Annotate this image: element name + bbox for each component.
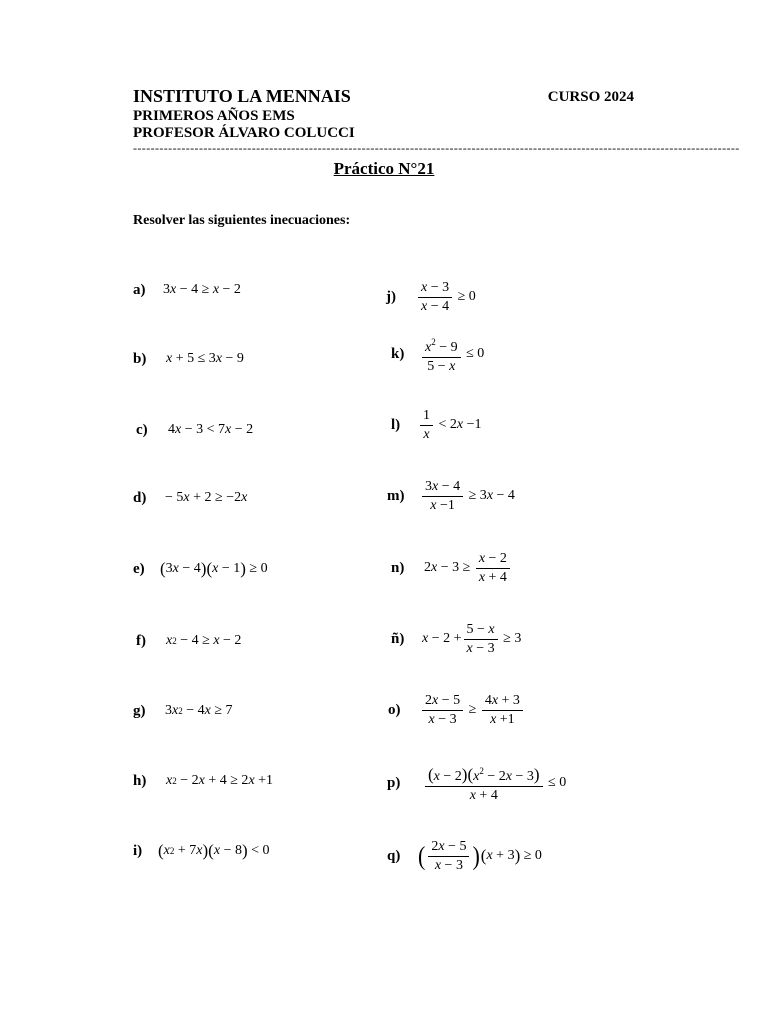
exercise-label: e) — [133, 560, 145, 577]
inequality-i: ( x 2 + 7 x )( x − 8 ) < 0 — [158, 841, 270, 860]
exercise-e — [133, 549, 268, 589]
exercise-f — [136, 621, 241, 661]
exercise-l — [391, 405, 482, 445]
exercise-label: ñ) — [391, 630, 405, 647]
inequality-d: − 5 x + 2 ≥ −2 x — [165, 490, 248, 505]
page-title-text: Práctico N°21 — [333, 159, 435, 178]
exercise-i — [133, 831, 270, 871]
exercise-label: h) — [133, 772, 147, 789]
exercise-label: g) — [133, 702, 146, 719]
exercise-b — [133, 339, 244, 379]
exercise-label: p) — [387, 774, 401, 791]
inequality-l: 1 x < 2 x −1 — [418, 408, 482, 443]
exercise-label: a) — [133, 281, 146, 298]
institute-name: INSTITUTO LA MENNAIS — [133, 86, 351, 106]
inequality-m: 3x − 4 x −1 ≥ 3 x − 4 — [420, 479, 515, 514]
teacher-line: PROFESOR ÁLVARO COLUCCI — [133, 125, 355, 141]
exercise-enye — [391, 619, 521, 659]
exercise-label: c) — [136, 421, 148, 438]
inequality-e: ( 3 x − 4 )( x − 1 ) ≥ 0 — [160, 559, 268, 578]
instruction-text: Resolver las siguientes inecuaciones: — [133, 213, 351, 228]
inequality-enye: x − 2 + 5 − x x − 3 ≥ 3 — [422, 621, 522, 656]
inequality-f: x 2 − 4 ≥ x − 2 — [166, 633, 242, 648]
inequality-o: 2x − 5 x − 3 ≥ 4x + 3 x +1 — [420, 693, 525, 728]
exercise-label: f) — [136, 632, 146, 649]
inequality-q: ( 2x − 5 x − 3 ) ( x + 3 ) ≥ 0 — [418, 838, 542, 873]
page-title — [0, 159, 768, 179]
inequality-n: 2 x − 3 ≥ x − 2 x + 4 — [424, 551, 512, 586]
inequality-b: x + 5 ≤ 3 x − 9 — [166, 351, 244, 366]
inequality-h: x 2 − 2 x + 4 ≥ 2 x +1 — [166, 773, 274, 788]
exercise-d — [133, 478, 247, 518]
inequality-j: x − 3 x − 4 ≥ 0 — [416, 280, 476, 315]
exercise-a — [133, 270, 241, 310]
exercise-k — [391, 334, 484, 374]
inequality-c: 4 x − 3 < 7 x − 2 — [168, 422, 254, 437]
exercise-c — [136, 410, 253, 450]
exercise-label: m) — [387, 487, 405, 504]
exercise-p — [387, 763, 566, 803]
inequality-k: $x^2 - 9$ 5 − x ≤ 0 — [420, 334, 484, 375]
exercise-n — [391, 548, 512, 588]
exercise-g — [133, 691, 233, 731]
exercise-j — [386, 277, 476, 317]
exercise-label: i) — [133, 842, 143, 859]
level-line: PRIMEROS AÑOS EMS — [133, 108, 295, 124]
exercise-h — [133, 761, 273, 801]
exercise-label: j) — [386, 288, 396, 305]
exercise-m — [387, 476, 515, 516]
exercise-label: b) — [133, 350, 147, 367]
inequality-a: 3 x − 4 ≥ x − 2 — [163, 282, 241, 297]
exercise-label: l) — [391, 416, 401, 433]
exercise-o — [388, 690, 525, 730]
exercise-label: q) — [387, 847, 401, 864]
separator-line: ------------------------------------------------------------------------------------------------------------------------------------------ — [133, 141, 740, 155]
exercise-q — [387, 836, 542, 876]
exercise-label: o) — [388, 701, 401, 718]
inequality-g: 3 x 2 − 4 x ≥ 7 — [165, 703, 233, 718]
exercise-label: d) — [133, 489, 147, 506]
exercise-label: n) — [391, 559, 405, 576]
inequality-p: $(x - 2)(x^2 - 2x - 3)$ x + 4 ≤ 0 — [423, 763, 566, 804]
course-year: CURSO 2024 — [547, 89, 634, 105]
exercise-label: k) — [391, 345, 405, 362]
